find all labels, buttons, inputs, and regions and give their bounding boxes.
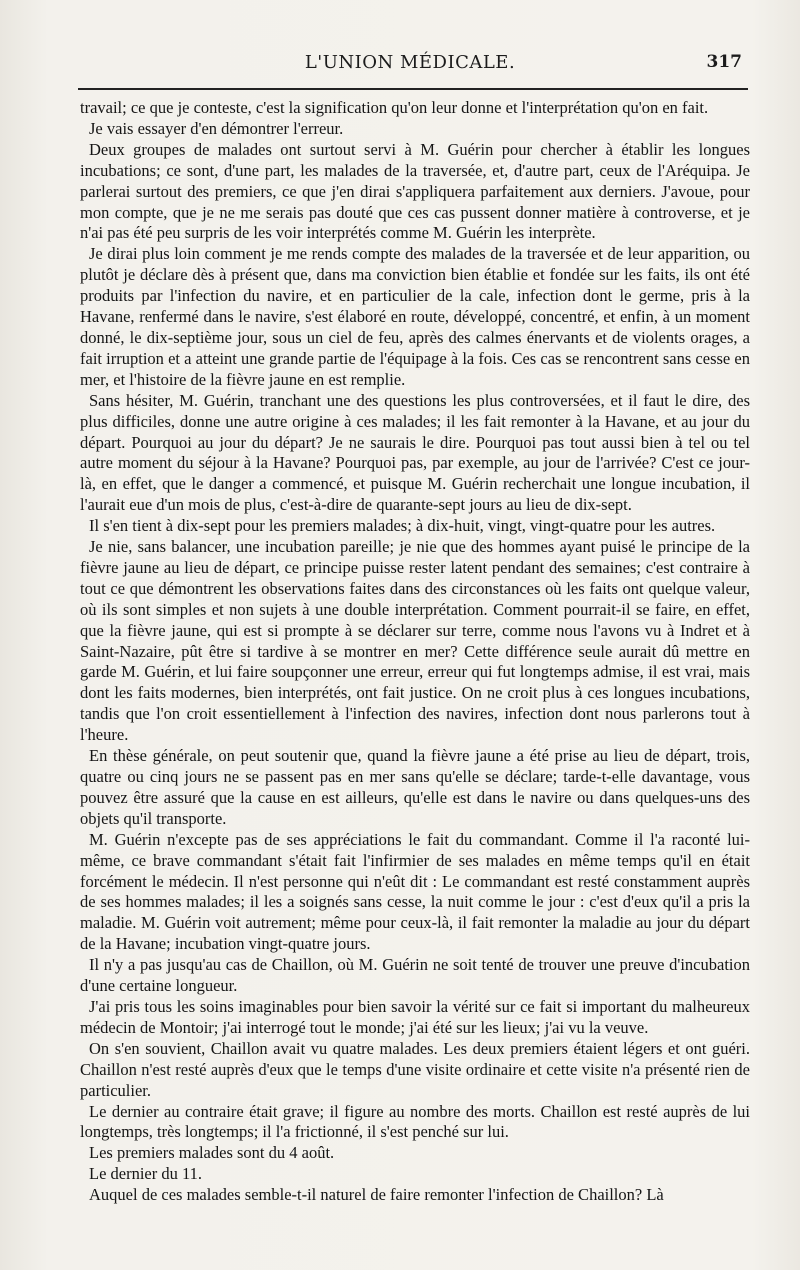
paragraph: On s'en souvient, Chaillon avait vu quatre malades. Les deux premiers étaient légers et ont guéri. Chaillon n'est resté auprès d'eux que le temps d'une visite ordinaire et cette visite n'a présenté rien de particulier.: [80, 1038, 750, 1100]
paragraph: En thèse générale, on peut soutenir que, quand la fièvre jaune a été prise au lieu de départ, trois, quatre ou cinq jours ne se passent pas en mer sans qu'elle se déclare; tarde-t-elle davantage, vous pouvez être assuré que la cause en est ailleurs, qu'elle est dans le navire ou dans quelques-uns des objets qu'il transporte.: [80, 746, 750, 828]
paragraph: Je dirai plus loin comment je me rends compte des malades de la traversée et de leur apparition, ou plutôt je déclare dès à présent que, dans ma conviction bien établie et fondée sur les faits, ils ont été produits par l'infection du navire, et en particulier de la cale, infection dont le germe, pris à la Havane, renfermé dans le navire, s'est élaboré en route, développé, concentré, et enfin, à un moment donné, le dix-septième jour, sous un ciel de feu, après des calmes énervants et de violents orages, a fait irruption et a atteint une grande partie de l'équipage à la fois. Ces cas se rencontrent sans cesse en mer, et l'histoire de la fièvre jaune en est remplie.: [80, 244, 750, 389]
paragraph: Je nie, sans balancer, une incubation pareille; je nie que des hommes ayant puisé le principe de la fièvre jaune au lieu de départ, ce principe puisse rester latent pendant des semaines; c'est contraire à tout ce que démontrent les observations faites dans des circonstances où les faits ont quelque valeur, où ils sont simples et non sujets à une double interprétation. Comment pourrait-il se faire, en effet, que la fièvre jaune, qui est si prompte à se déclarer sur terre, comme nous l'avons vu à Indret et à Saint-Nazaire, pût être si tardive à se montrer en mer? Cette différence seule aurait dû mettre en garde M. Guérin, et lui faire soupçonner une erreur, erreur qui fut longtemps admise, il est vrai, mais dont les faits modernes, bien interprétés, ont fait justice. On ne croit plus à ces longues incubations, tandis que l'on croit essentiellement à l'infection des navires, infection dont nous parlerons tout à l'heure.: [80, 537, 750, 745]
page-number: 317: [706, 52, 742, 72]
paragraph: Le dernier du 11.: [89, 1164, 203, 1184]
paragraph: travail; ce que je conteste, c'est la signification qu'on leur donne et l'interprétation qu'on en fait.: [80, 98, 709, 117]
running-title: L'UNION MÉDICALE.: [304, 52, 516, 73]
paragraph: Je vais essayer d'en démontrer l'erreur.: [89, 118, 344, 138]
paragraph: Les premiers malades sont du 4 août.: [89, 1143, 335, 1163]
paragraph: Il s'en tient à dix-sept pour les premiers malades; à dix-huit, vingt, vingt-quatre pour les autres.: [89, 516, 716, 536]
header-rule: [78, 88, 748, 90]
paragraph: Le dernier au contraire était grave; il figure au nombre des morts. Chaillon est resté auprès de lui longtemps, très longtemps; il l'a frictionné, il s'est penché sur lui.: [80, 1101, 750, 1142]
page-header: [78, 50, 742, 80]
body-text: [80, 98, 750, 1206]
paragraph: J'ai pris tous les soins imaginables pour bien savoir la vérité sur ce fait si important du malheureux médecin de Montoir; j'ai interrogé tout le monde; j'ai été sur les lieux; j'ai vu la veuve.: [80, 996, 750, 1037]
paragraph: M. Guérin n'excepte pas de ses appréciations le fait du commandant. Comme il l'a raconté lui-même, ce brave commandant s'était fait l'infirmier de ses malades en même temps qu'il en était forcément le médecin. Il n'est personne qui n'eût dit : Le commandant est resté constamment auprès de ses hommes malades; il les a soignés sans cesse, la nuit comme le jour : c'est d'eux qu'il a pris la maladie. M. Guérin voit autrement; même pour ceux-là, il fait remonter la maladie au jour du départ de la Havane; incubation vingt-quatre jours.: [80, 829, 750, 954]
paragraph: Sans hésiter, M. Guérin, tranchant une des questions les plus controversées, et il faut le dire, des plus difficiles, donne une autre origine à ces malades; il les fait remonter à la Havane, et au jour du départ. Pourquoi au jour du départ? Je ne saurais le dire. Pourquoi pas tout aussi bien à tel ou tel autre moment du séjour à la Havane? Pourquoi pas, par exemple, au jour de l'arrivée? C'est ce jour-là, en effet, que le danger a commencé, et puisque M. Guérin recherchait une longue incubation, il l'aurait eue d'un mois de plus, c'est-à-dire de quarante-sept jours au lieu de dix-sept.: [80, 390, 750, 515]
paragraph: Auquel de ces malades semble-t-il naturel de faire remonter l'infection de Chaillon? Là: [89, 1185, 664, 1205]
paragraph: Deux groupes de malades ont surtout servi à M. Guérin pour chercher à établir les longues incubations; ce sont, d'une part, les malades de la traversée, et, d'autre part, ceux de l'Aréquipa. Je parlerai surtout des premiers, ce que j'en dirai s'appliquera parfaitement aux derniers. J'avoue, pour mon compte, que je ne me serais pas douté que ces cas pussent donner matière à controverse, et je n'ai pas été peu surpris de les voir interprétés comme M. Guérin les interprète.: [80, 139, 750, 243]
paragraph: Il n'y a pas jusqu'au cas de Chaillon, où M. Guérin ne soit tenté de trouver une preuve d'incubation d'une certaine longueur.: [80, 955, 750, 996]
